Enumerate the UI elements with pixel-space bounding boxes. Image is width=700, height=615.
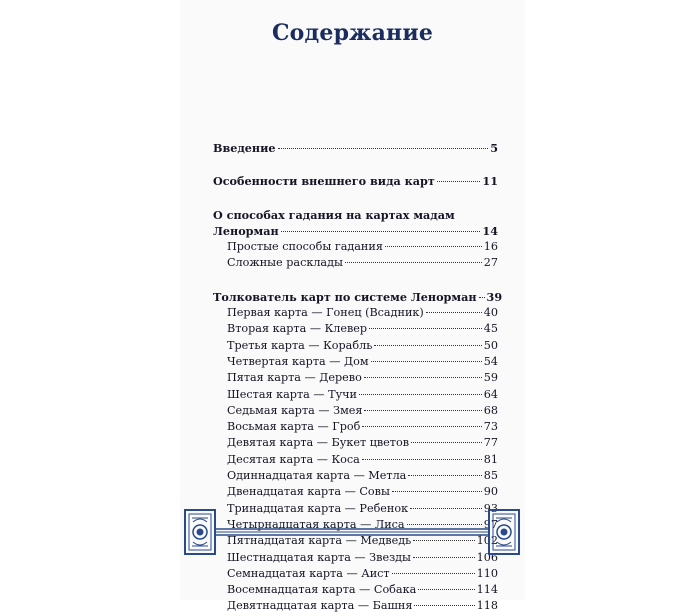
toc-entry-label: Вторая карта — Клевер [227, 322, 368, 336]
dot-leader [437, 181, 481, 182]
dot-leader [392, 573, 475, 574]
dot-leader [413, 557, 475, 558]
toc-page-number: 40 [483, 306, 498, 320]
toc-entry-label: Сложные расклады [227, 256, 343, 270]
toc-page-number: 68 [483, 403, 498, 417]
dot-leader [364, 410, 481, 411]
toc-sub-entry[interactable] [213, 305, 498, 321]
toc-page-number: 59 [483, 371, 498, 385]
toc-sub-entry[interactable] [213, 338, 498, 354]
toc-page-number: 114 [476, 583, 498, 597]
toc-page-number: 106 [476, 550, 498, 564]
toc-page-number: 85 [483, 469, 498, 483]
toc-page-number: 64 [483, 387, 498, 401]
toc-page-number: 45 [483, 322, 498, 336]
toc-page-number: 77 [483, 436, 498, 450]
dot-leader [385, 246, 482, 247]
dot-leader [479, 297, 485, 298]
dot-leader [278, 148, 489, 149]
toc-page-number: 81 [483, 452, 498, 466]
toc-page-number: 16 [483, 240, 498, 254]
page-title: Содержание [271, 20, 434, 46]
toc-page-number: 118 [476, 599, 498, 613]
toc-sub-entry[interactable] [213, 468, 498, 484]
toc-sub-entry[interactable] [213, 484, 498, 500]
toc-sub-entry[interactable] [213, 370, 498, 386]
toc-entry-label: Четырнадцатая карта — Лиса [227, 517, 405, 531]
toc-entry-label: Шестая карта — Тучи [227, 387, 358, 401]
right-ornament-block [489, 510, 519, 554]
toc-page-number: 90 [483, 485, 498, 499]
toc-entry-label: Восьмая карта — Гроб [227, 420, 361, 434]
dot-leader [362, 426, 481, 427]
toc-sub-entry[interactable] [213, 419, 498, 435]
toc-entry-label: Девятнадцатая карта — Башня [227, 599, 413, 613]
toc-entry-label: Толкователь карт по системе Ленорман [213, 289, 477, 304]
toc-entry-label: Пятая карта — Дерево [227, 371, 362, 385]
toc-sub-entry[interactable] [213, 566, 498, 582]
dot-leader [426, 312, 482, 313]
toc-entry-intro[interactable] [213, 140, 498, 156]
toc-page-number: 27 [483, 256, 498, 270]
toc-entry-label: Девятая карта — Букет цветов [227, 436, 410, 450]
dot-leader [408, 475, 481, 476]
toc-sub-entry[interactable] [213, 435, 498, 451]
toc-page-number: 5 [490, 141, 498, 155]
toc-page-number: 97 [483, 517, 498, 531]
toc-entry-label: Тринадцатая карта — Ребенок [227, 501, 409, 515]
toc-page-number: 54 [483, 354, 498, 368]
dot-leader [281, 231, 481, 232]
toc-sub-entry[interactable] [213, 582, 498, 598]
dot-leader [362, 459, 482, 460]
toc-entry-label: Седьмая карта — Змея [227, 403, 363, 417]
dot-leader [359, 394, 482, 395]
toc-entry-label: Шестнадцатая карта — Звезды [227, 550, 411, 564]
toc-entry-interpreter[interactable] [213, 289, 503, 305]
toc-page-number: 39 [486, 289, 503, 304]
toc-entry-label: Первая карта — Гонец (Всадник) [227, 306, 424, 320]
toc-sub-entry[interactable] [213, 239, 498, 255]
toc-sub-entry[interactable] [213, 452, 498, 468]
dot-leader [369, 328, 482, 329]
dot-leader [345, 262, 482, 263]
toc-entry-label: Четвертая карта — Дом [227, 354, 369, 368]
toc-page-number: 50 [483, 338, 498, 352]
toc-entry-label: Одиннадцатая карта — Метла [227, 469, 407, 483]
toc-page-number: 73 [483, 420, 498, 434]
dot-leader [392, 491, 482, 492]
toc-entry-label: Особенности внешнего вида карт [213, 174, 435, 189]
ornamental-rule [184, 508, 520, 556]
toc-page-number: 110 [476, 566, 498, 580]
toc-entry-label: Третья карта — Корабль [227, 338, 373, 352]
toc-sub-entry[interactable] [213, 598, 498, 614]
toc-sub-entry[interactable] [213, 255, 498, 271]
dot-leader [374, 345, 481, 346]
toc-sub-entry[interactable] [213, 403, 498, 419]
toc-page-number: 14 [482, 223, 498, 238]
toc-entry-methods-line1: О способах гадания на картах мадам [213, 207, 455, 222]
toc-entry-label: Введение [213, 141, 276, 155]
toc-page-number: 11 [482, 174, 498, 189]
dot-leader [371, 361, 482, 362]
toc-entry-appearance[interactable] [213, 173, 498, 189]
toc-entry-label: Восемнадцатая карта — Собака [227, 583, 417, 597]
toc-entry-label: Пятнадцатая карта — Медведь [227, 534, 412, 548]
toc-entry-label: Простые способы гадания [227, 240, 383, 254]
dot-leader [411, 442, 482, 443]
toc-page-number: 102 [476, 534, 498, 548]
toc-sub-entry[interactable] [213, 387, 498, 403]
toc-page-number: 93 [483, 501, 498, 515]
dot-leader [418, 589, 474, 590]
toc-entry-label: Десятая карта — Коса [227, 452, 360, 466]
toc-entry-label: Двенадцатая карта — Совы [227, 485, 390, 499]
dot-leader [364, 377, 482, 378]
toc-sub-entry[interactable] [213, 321, 498, 337]
toc-entry-methods[interactable] [213, 223, 498, 239]
dot-leader [414, 605, 474, 606]
left-ornament-block [185, 510, 215, 554]
toc-entry-label: Семнадцатая карта — Аист [227, 566, 390, 580]
toc-sub-entry[interactable] [213, 354, 498, 370]
toc-entry-label: Ленорман [213, 223, 279, 238]
center-rule [216, 529, 488, 535]
